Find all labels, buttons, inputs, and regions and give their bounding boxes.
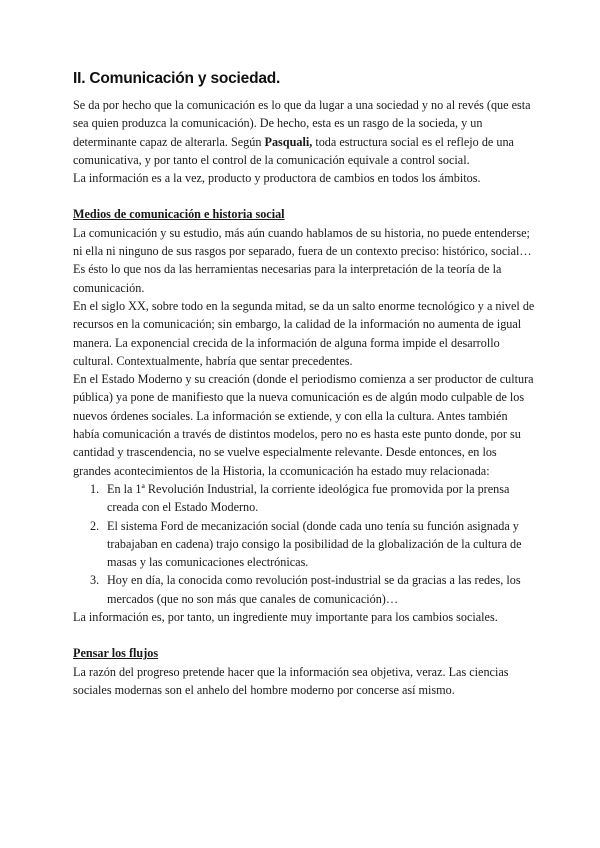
intro-paragraph xyxy=(73,96,535,169)
document-body xyxy=(73,70,535,699)
list-text: Hoy en día, la conocida como revolución post-industrial se da gracias a las redes, los mercados (que no son más que canales de comunicación)… xyxy=(107,573,521,606)
author-name: Pasquali, xyxy=(264,134,313,149)
intro-paragraph-2: La información es a la vez, producto y productora de cambios en todos los ámbitos. xyxy=(73,171,481,186)
paragraph: La comunicación y su estudio, más aún cuando hablamos de su historia, no puede entenderse; ni ella ni ninguno de sus rasgos por separado, fuera de un contexto preciso: histórico, social… Es ésto lo que nos da las herramientas necesarias para la interpretación de la teoría de la comunicación. xyxy=(73,225,532,295)
list-item xyxy=(73,517,535,572)
list-text: El sistema Ford de mecanización social (donde cada uno tenía su función asignada y trabajaban en cadena) trajo consigo la posibilidad de la globalización de la cultura de masas y las comunicaciones electrónicas. xyxy=(107,518,522,570)
intro-text-start: Se da por hecho que la comunicación es lo que da lugar a una sociedad y no al revés (que esta sea quien produzca la comunicación). De hecho, esta es un rasgo de la socieda, y un determinante capaz de alterarla. Según xyxy=(73,98,531,149)
paragraph: En el Estado Moderno y su creación (donde el periodismo comienza a ser productor de cultura pública) ya pone de manifiesto que la nueva comunicación es de algún modo culpable de los nuevos órdenes sociales. La información se extiende, y con ella la cultura. Antes también había comunicación a través de distintos modelos, pero no es hasta este punto donde, por su cantidad y trascendencia, no se vuelve especialmente relevante. Desde entonces, en los grandes acontecimientos de la Historia, la ccomunicación ha estado muy relacionada: xyxy=(73,372,534,478)
section-heading: II. Comunicación y sociedad. xyxy=(73,70,281,87)
numbered-list xyxy=(73,480,535,608)
paragraph: La razón del progreso pretende hacer que la información sea objetiva, veraz. Las ciencias sociales modernas son el anhelo del hombre moderno por concerse así mismo. xyxy=(73,664,509,697)
list-number: 3. xyxy=(90,573,100,588)
paragraph: En el siglo XX, sobre todo en la segunda mitad, se da un salto enorme tecnológico y a nivel de recursos en la comunicación; sin embargo, la calidad de la información no aumenta de igual manera. La exponencial crecida de la información de alguna forma impide el desarrollo cultural. Contextualmente, habría que sentar precedentes. xyxy=(73,298,535,368)
list-item xyxy=(73,480,535,517)
list-text: En la 1ª Revolución Industrial, la corriente ideológica fue promovida por la prensa creada con el Estado Moderno. xyxy=(107,481,510,515)
subheading-medios: Medios de comunicación e historia social xyxy=(73,207,285,222)
list-number: 2. xyxy=(90,518,100,533)
list-item xyxy=(73,571,535,608)
subheading-flujos: Pensar los flujos xyxy=(73,646,159,661)
list-number: 1. xyxy=(90,481,100,496)
closing-paragraph: La información es, por tanto, un ingrediente muy importante para los cambios sociales. xyxy=(73,610,498,625)
intro-text-end: toda estructura social es el reflejo de una comunicativa, y por tanto el control de la comunicación equivale a control social. xyxy=(73,134,514,167)
